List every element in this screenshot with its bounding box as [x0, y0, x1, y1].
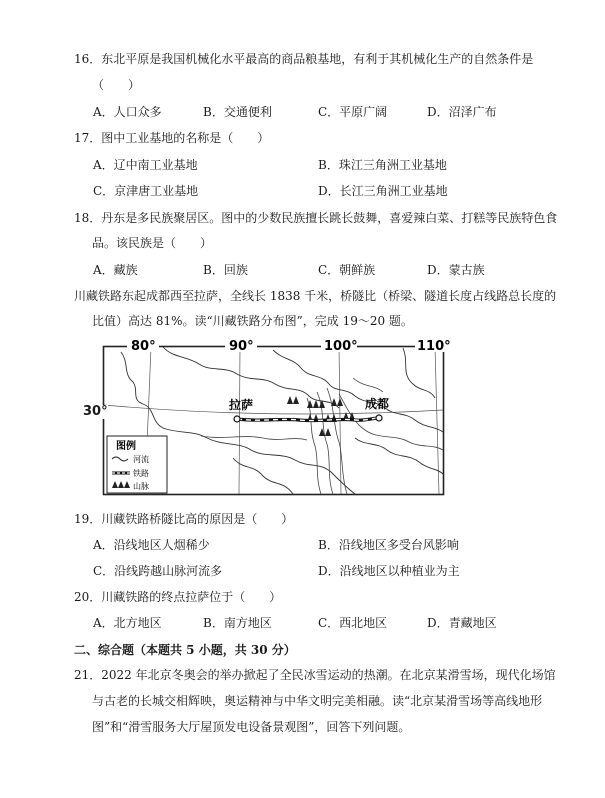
q16-option-b[interactable]: B．交通便利	[203, 105, 272, 119]
q18-option-d[interactable]: D．蒙古族	[427, 263, 485, 277]
intro-line1: 川藏铁路东起成都西至拉萨，全线长 1838 千米，桥隧比（桥梁、隧道长度占线路总长度的	[74, 289, 557, 303]
section2-heading: 二、综合题（本题共 5 小题，共 30 分）	[74, 643, 296, 657]
lon-label-90: 90°	[229, 339, 254, 354]
q16-option-d[interactable]: D．沼泽广布	[427, 105, 497, 119]
q16-option-c[interactable]: C．平原广阔	[318, 105, 388, 119]
city-label-chengdu: 成都	[365, 397, 390, 411]
q20-option-c[interactable]: C．西北地区	[318, 616, 388, 630]
legend-river: 河流	[133, 455, 149, 464]
lat-label-30: 30°	[83, 404, 108, 419]
lon-label-80: 80°	[131, 339, 156, 354]
q19-option-b[interactable]: B．沿线地区多受台风影响	[318, 538, 459, 552]
legend-mountain-symbol	[112, 481, 130, 488]
q18-stem-line1: 18．丹东是多民族聚居区。图中的少数民族擅长跳长鼓舞，喜爱辣白菜、打糕等民族特色食	[74, 211, 558, 225]
q17-option-a[interactable]: A．辽中南工业基地	[93, 158, 198, 172]
q16-option-a[interactable]: A．人口众多	[93, 105, 162, 119]
legend-title: 图例	[116, 441, 136, 452]
q20-option-b[interactable]: B．南方地区	[203, 616, 272, 630]
q18-option-c[interactable]: C．朝鲜族	[318, 263, 376, 277]
q19-stem: 19．川藏铁路桥隧比高的原因是（ ）	[74, 512, 294, 526]
sichuan-tibet-railway-map	[83, 338, 451, 496]
q20-option-d[interactable]: D．青藏地区	[427, 616, 497, 630]
chengdu-marker	[376, 415, 382, 421]
map-svg	[103, 338, 451, 496]
q19-option-d[interactable]: D．沿线地区以种植业为主	[318, 564, 460, 578]
q19-option-a[interactable]: A．沿线地区人烟稀少	[93, 538, 210, 552]
q17-option-b[interactable]: B．珠江三角洲工业基地	[318, 158, 447, 172]
q20-option-a[interactable]: A．北方地区	[93, 616, 162, 630]
q17-stem: 17．图中工业基地的名称是（ ）	[74, 131, 270, 145]
q21-line2: 与古老的长城交相辉映，奥运精神与中华文明完美相融。读“北京某滑雪场等高线地形	[92, 694, 543, 708]
q21-line3: 图”和“滑雪服务大厅屋顶发电设备景观图”，回答下列问题。	[92, 720, 411, 734]
legend-mountain: 山脉	[133, 482, 149, 491]
q17-option-d[interactable]: D．长江三角洲工业基地	[318, 184, 448, 198]
q20-stem: 20．川藏铁路的终点拉萨位于（ ）	[74, 590, 282, 604]
q18-stem-line2: 品。该民族是（ ）	[92, 236, 213, 250]
q18-option-b[interactable]: B．回族	[203, 263, 248, 277]
lhasa-marker	[234, 416, 240, 422]
q18-option-a[interactable]: A．藏族	[93, 263, 138, 277]
q17-option-c[interactable]: C．京津唐工业基地	[93, 184, 199, 198]
q19-option-c[interactable]: C．沿线跨越山脉河流多	[93, 564, 223, 578]
q21-line1: 21．2022 年北京冬奥会的举办掀起了全民冰雪运动的热潮。在北京某滑雪场，现代化场馆	[74, 668, 556, 682]
q16-stem: 16．东北平原是我国机械化水平最高的商品粮基地，有利于其机械化生产的自然条件是	[74, 52, 534, 66]
lon-label-110: 110°	[417, 339, 451, 354]
city-label-lhasa: 拉萨	[229, 398, 254, 412]
legend-railway: 铁路	[133, 469, 149, 478]
q16-blank: （ ）	[92, 78, 141, 92]
map-legend	[107, 436, 167, 493]
intro-line2: 比值）高达 81%。读“川藏铁路分布图”，完成 19～20 题。	[92, 314, 413, 328]
lon-label-100: 100°	[324, 339, 358, 354]
